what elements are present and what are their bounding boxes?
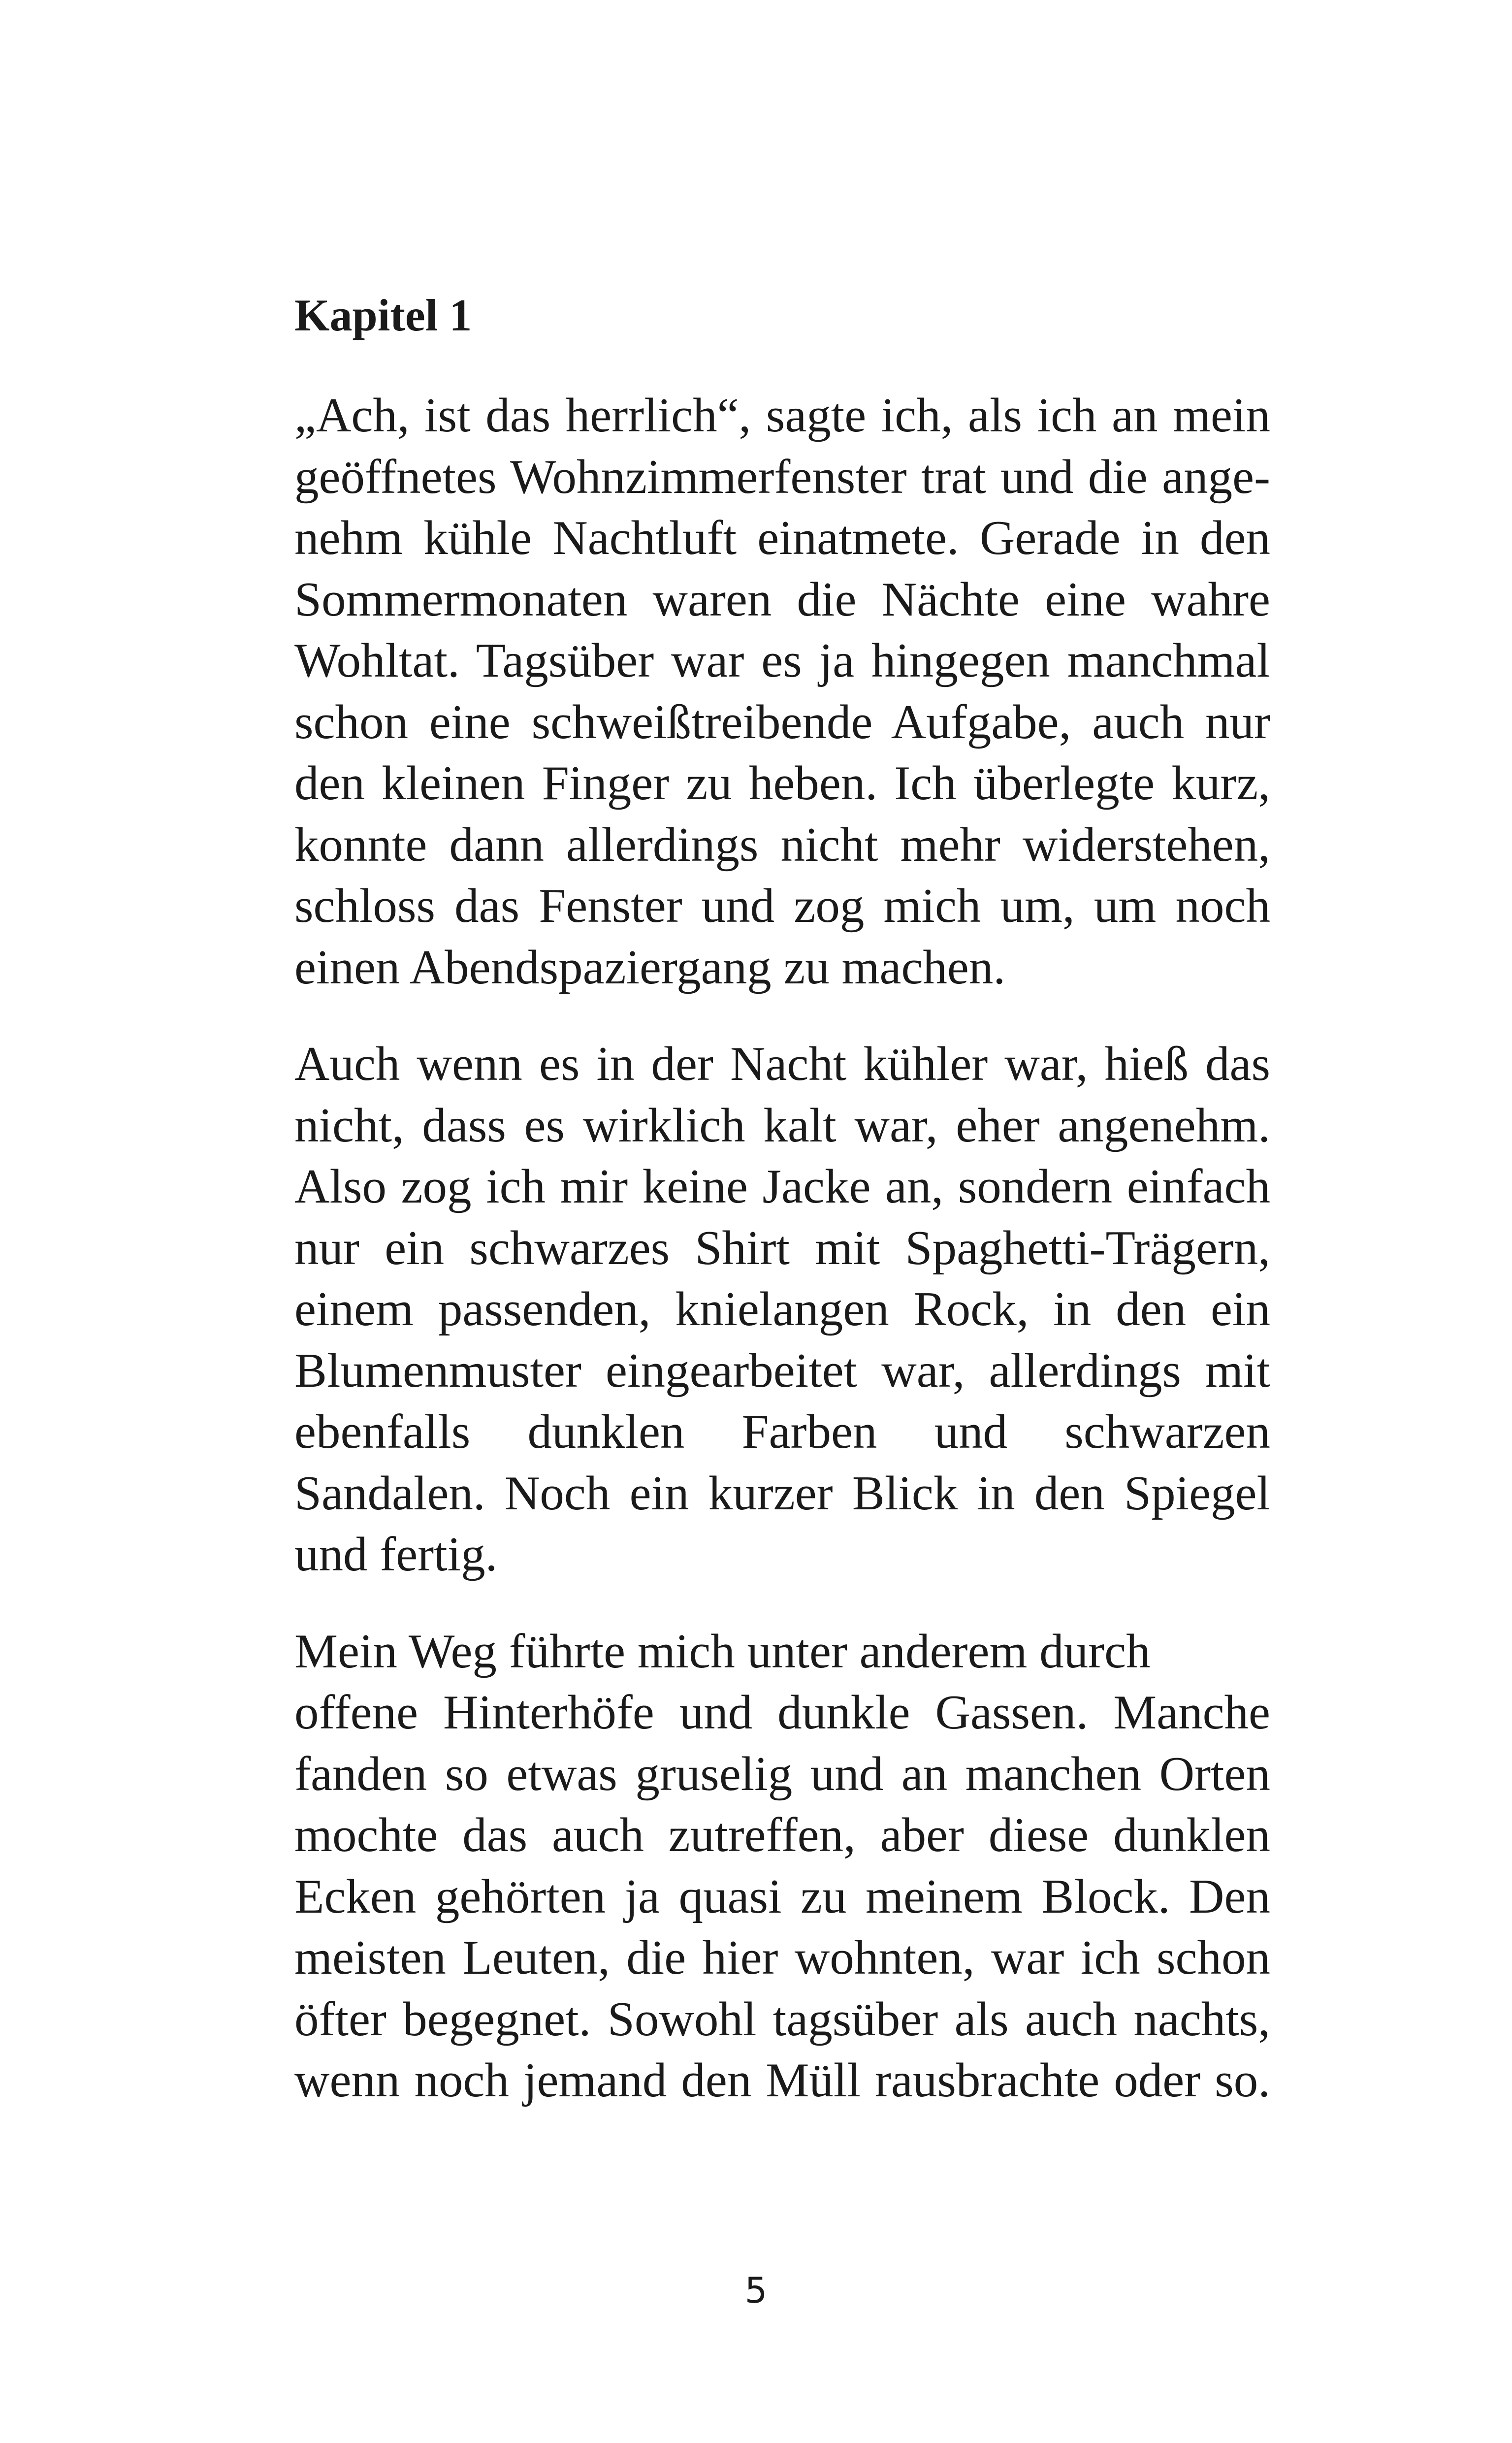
text-line: den kleinen Finger zu heben. Ich überlegte kurz, [294, 756, 1270, 810]
text-line: offene Hinterhöfe und dunkle Gassen. Manche [294, 1686, 1270, 1739]
text-line: nur ein schwarzes Shirt mit Spaghetti-Trägern, [294, 1221, 1270, 1275]
text-line: einem passenden, knielangen Rock, in den ein [294, 1282, 1270, 1336]
paragraph-2 [294, 1034, 1270, 1586]
text-line: Blumenmuster eingearbeitet war, allerdings mit [294, 1343, 1270, 1398]
text-line: geöffnetes Wohnzimmerfenster trat und die ange- [294, 450, 1270, 504]
text-line: Auch wenn es in der Nacht kühler war, hieß das [294, 1037, 1270, 1091]
text-line: fanden so etwas gruselig und an manchen Orten [294, 1747, 1270, 1801]
text-line: einen Abendspaziergang zu machen. [294, 940, 1006, 994]
text-line: Also zog ich mir keine Jacke an, sondern einfach [294, 1160, 1270, 1213]
text-line: Ecken gehörten ja quasi zu meinem Block. Den [294, 1869, 1270, 1923]
text-line: Mein Weg führte mich unter anderem durch [294, 1624, 1151, 1678]
text-line: „Ach, ist das herrlich“, sagte ich, als ich an mein [294, 389, 1270, 442]
text-line: konnte dann allerdings nicht mehr widerstehen, [294, 817, 1270, 872]
page-content [294, 286, 1270, 2147]
text-line: mochte das auch zutreffen, aber diese dunklen [294, 1808, 1270, 1862]
text-line: ebenfalls dunklen Farben und schwarzen [294, 1405, 1270, 1459]
paragraph-1 [294, 385, 1270, 998]
page-number: 5 [744, 2270, 768, 2311]
chapter-heading: Kapitel 1 [294, 290, 472, 340]
text-line: nehm kühle Nachtluft einatmete. Gerade in den [294, 511, 1270, 565]
text-line: öfter begegnet. Sowohl tagsüber als auch nachts, [294, 1992, 1270, 2046]
paragraph-3 [294, 1621, 1270, 2112]
text-line: Wohltat. Tagsüber war es ja hingegen manchmal [294, 634, 1270, 687]
text-line: Sandalen. Noch ein kurzer Blick in den Spiegel [294, 1466, 1270, 1520]
text-line: wenn noch jemand den Müll rausbrachte oder so. [294, 2053, 1270, 2107]
text-line: nicht, dass es wirklich kalt war, eher angenehm. [294, 1098, 1270, 1152]
text-line: schon eine schweißtreibende Aufgabe, auch nur [294, 695, 1270, 749]
text-line: schloss das Fenster und zog mich um, um noch [294, 879, 1270, 933]
text-line: Sommermonaten waren die Nächte eine wahre [294, 572, 1270, 626]
text-line: und fertig. [294, 1528, 498, 1581]
text-line: meisten Leuten, die hier wohnten, war ich schon [294, 1931, 1270, 1985]
